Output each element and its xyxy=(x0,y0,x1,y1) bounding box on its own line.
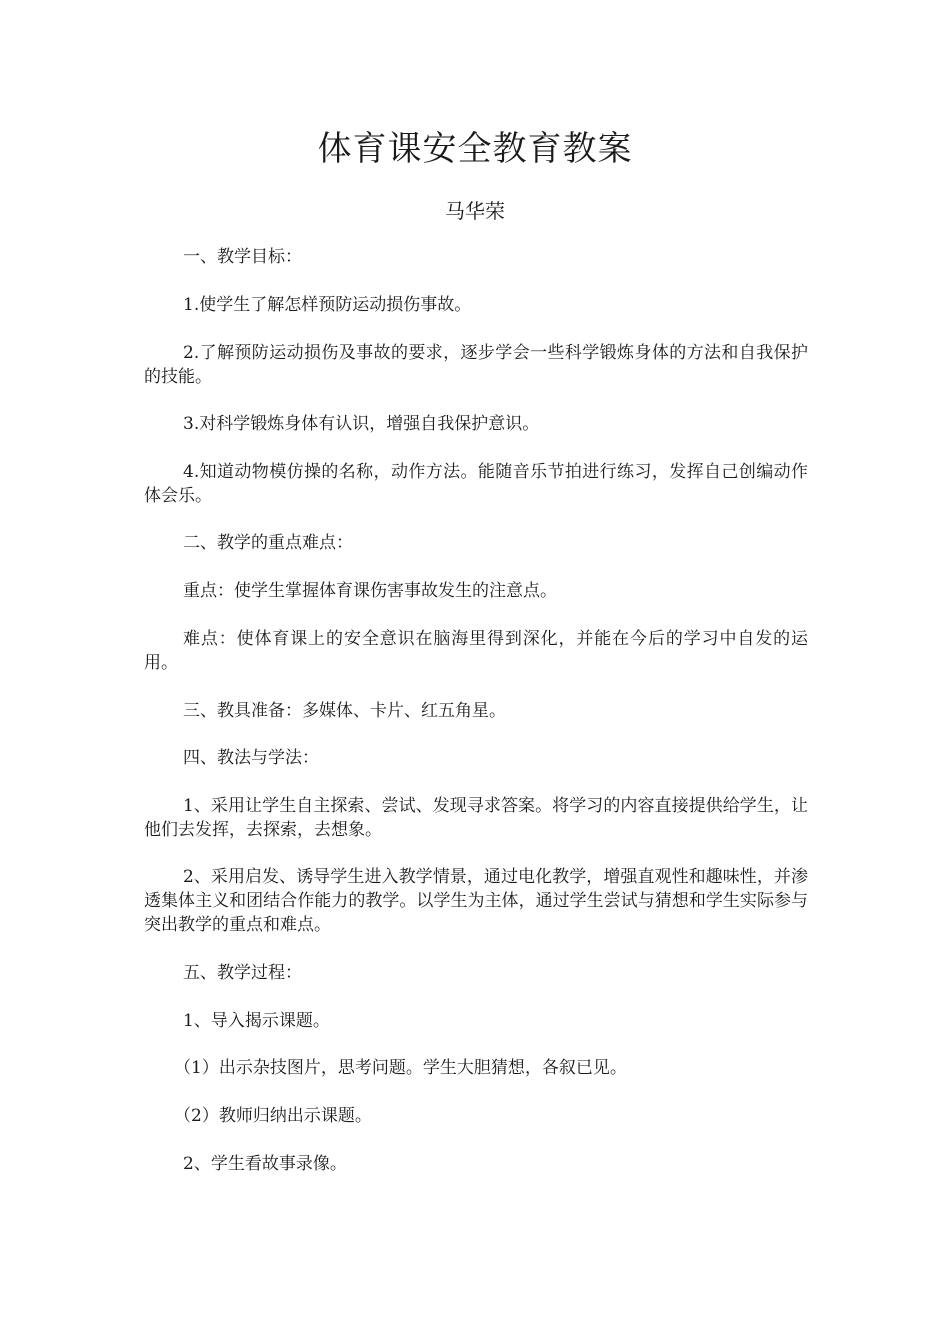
paragraph-objective-4: 4.知道动物模仿操的名称，动作方法。能随音乐节拍进行练习，发挥自己创编动作体会乐。 xyxy=(144,462,808,506)
paragraph-process-step-1-2: （2）教师归纳出示课题。 xyxy=(174,1106,372,1126)
document-author: 马华荣 xyxy=(445,199,505,223)
paragraph-method-2: 2、采用启发、诱导学生进入教学情景，通过电化教学，增强直观性和趣味性，并渗透集体主义和团结合作能力的教学。以学生为主体，通过学生尝试与猜想和学生实际参与突出教学的重点和难点。 xyxy=(144,867,808,935)
paragraph-objectives-heading: 一、教学目标： xyxy=(183,247,302,267)
paragraph-difficult-point: 难点：使体育课上的安全意识在脑海里得到深化，并能在今后的学习中自发的运用。 xyxy=(144,629,808,673)
paragraph-process-heading: 五、教学过程： xyxy=(183,963,302,983)
paragraph-key-points-heading: 二、教学的重点难点： xyxy=(183,533,353,553)
paragraph-objective-3: 3.对科学锻炼身体有认识，增强自我保护意识。 xyxy=(183,414,540,434)
document-title: 体育课安全教育教案 xyxy=(317,129,633,169)
paragraph-methods-heading: 四、教法与学法： xyxy=(183,748,319,768)
paragraph-process-step-1: 1、导入揭示课题。 xyxy=(183,1011,330,1031)
paragraph-process-step-1-1: （1）出示杂技图片，思考问题。学生大胆猜想，各叙已见。 xyxy=(174,1058,627,1078)
paragraph-objective-1: 1.使学生了解怎样预防运动损伤事故。 xyxy=(183,295,472,315)
paragraph-process-step-2: 2、学生看故事录像。 xyxy=(183,1154,347,1174)
paragraph-teaching-aids: 三、教具准备：多媒体、卡片、红五角星。 xyxy=(183,701,506,721)
paragraph-objective-2: 2.了解预防运动损伤及事故的要求，逐步学会一些科学锻炼身体的方法和自我保护的技能。 xyxy=(144,343,808,387)
paragraph-key-point: 重点：使学生掌握体育课伤害事故发生的注意点。 xyxy=(183,581,557,601)
paragraph-method-1: 1、采用让学生自主探索、尝试、发现寻求答案。将学习的内容直接提供给学生，让他们去发挥，去探索，去想象。 xyxy=(144,796,808,840)
